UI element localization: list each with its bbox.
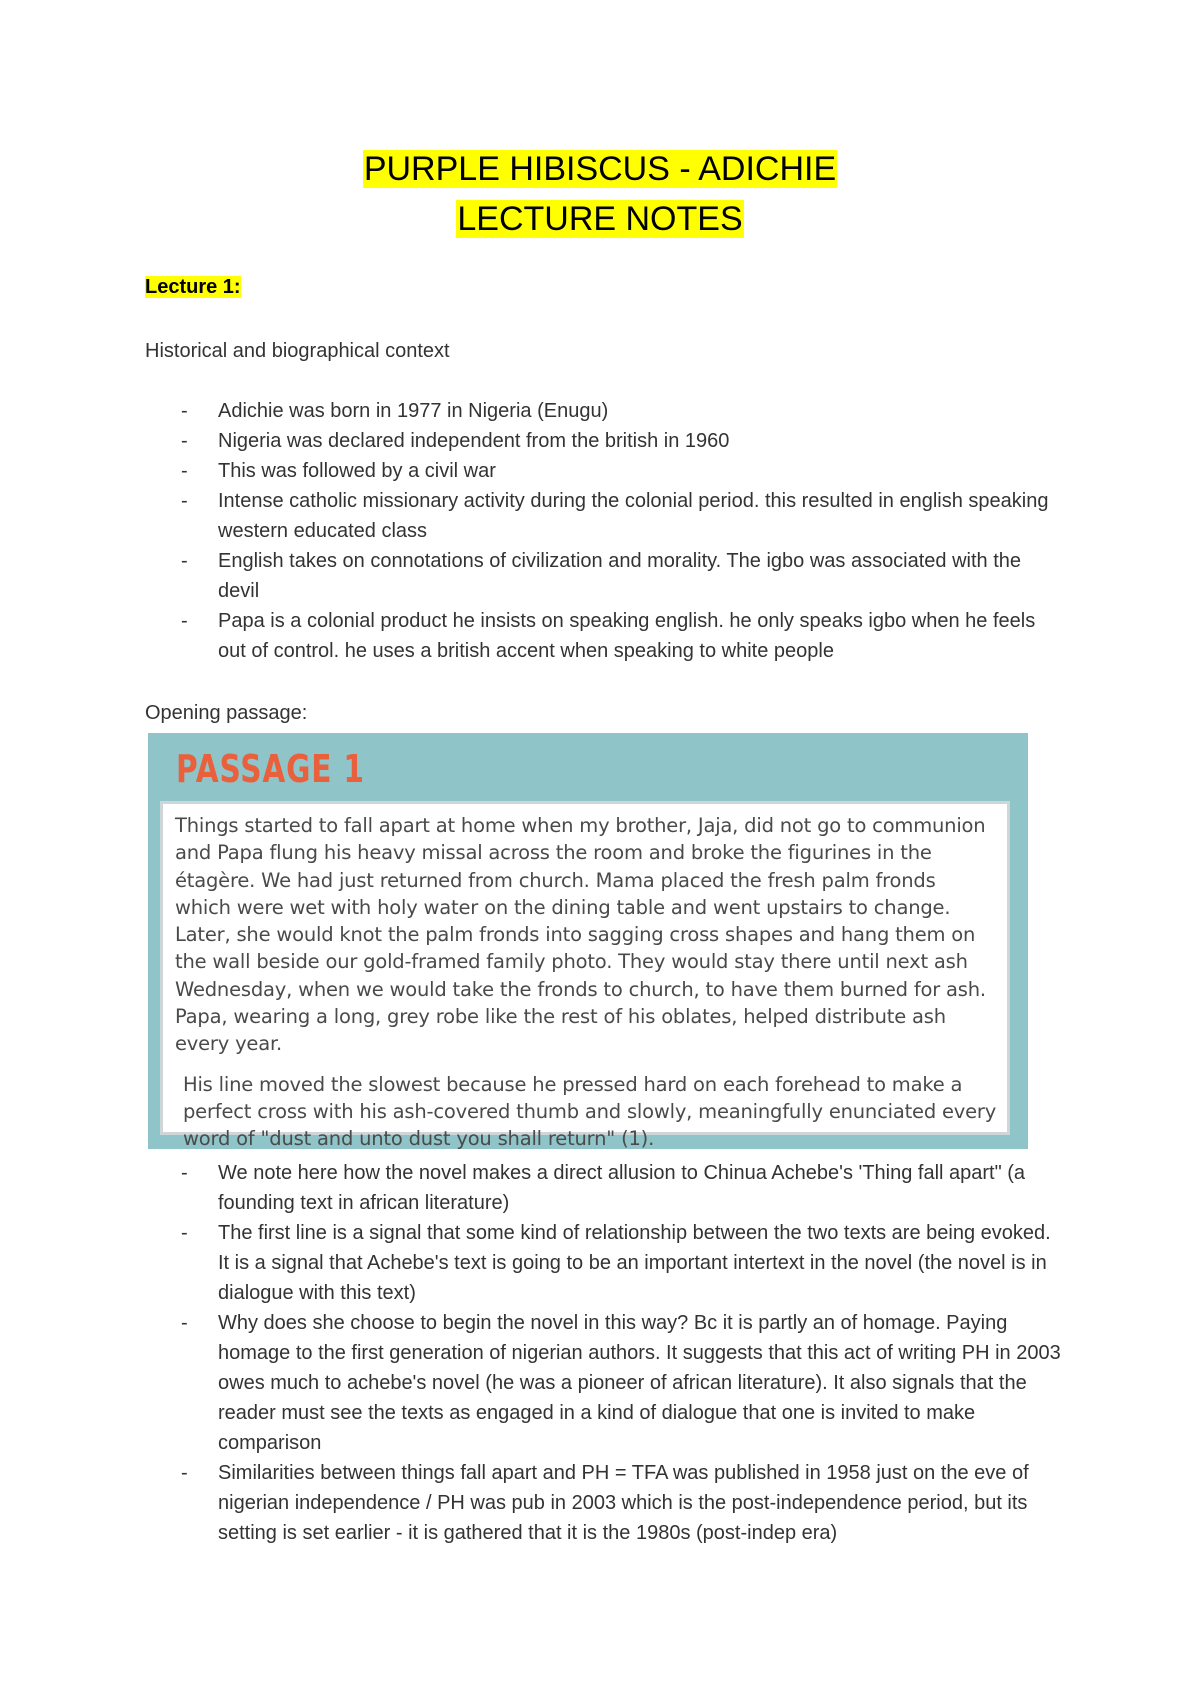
passage-paragraph-1: Things started to fall apart at home when my brother, Jaja, did not go to communion and Papa flung his heavy missal across the room and broke the figurines in the étagère. We had just returned from church. Mama placed the fresh palm fronds which were wet with holy water on the dining table and went upstairs to change. Later, she would knot the palm fronds into sagging cross shapes and hang them on the wall beside our gold-framed family photo. They would stay there until next ash Wednesday, when we would take the fronds to church, to have them burned for ash. Papa, wearing a long, grey robe like the rest of his oblates, helped distribute ash every year. [175,814,986,1056]
list-item: - The first line is a signal that some kind of relationship between the two texts are being evoked. It is a signal that Achebe's text is going to be an important intertext in the novel (the novel is in dialogue with this text) [145,1218,1065,1308]
analysis-bullet-list [145,1158,1065,1548]
passage-text-box [160,801,1010,1151]
document-title [0,144,1200,244]
list-item: - English takes on connotations of civilization and morality. The igbo was associated with the devil [145,546,1065,606]
title-line-1: PURPLE HIBISCUS - ADICHIE [363,150,837,188]
list-item: - This was followed by a civil war [145,456,1065,486]
list-item: - Papa is a colonial product he insists on speaking english. he only speaks igbo when he feels out of control. he uses a british accent when speaking to white people [145,606,1065,666]
list-item: - Intense catholic missionary activity during the colonial period. this resulted in english speaking western educated class [145,486,1065,546]
list-item: - Nigeria was declared independent from the british in 1960 [145,426,1065,456]
list-item: - Why does she choose to begin the novel in this way? Bc it is partly an of homage. Paying homage to the first generation of nigerian authors. It suggests that this act of writing PH in 2003 owes much to achebe's novel (he was a pioneer of african literature). It also signals that the reader must see the texts as engaged in a kind of dialogue that one is invited to make comparison [145,1308,1065,1458]
passage-image [148,733,1028,1149]
passage-title: PASSAGE 1 [176,747,365,791]
context-bullet-list [145,396,1065,666]
section-heading: Historical and biographical context [145,340,450,362]
opening-passage-label: Opening passage: [145,702,308,724]
list-item: - Adichie was born in 1977 in Nigeria (Enugu) [145,396,1065,426]
passage-paragraph-2: His line moved the slowest because he pressed hard on each forehead to make a perfect cross with his ash-covered thumb and slowly, meaningfully enunciated every word of "dust and unto dust you shall return" (1). [183,1072,997,1151]
list-item: - We note here how the novel makes a direct allusion to Chinua Achebe's 'Thing fall apart" (a founding text in african literature) [145,1158,1065,1218]
list-item: - Similarities between things fall apart and PH = TFA was published in 1958 just on the eve of nigerian independence / PH was pub in 2003 which is the post-independence period, but its setting is set earlier - it is gathered that it is the 1980s (post-indep era) [145,1458,1065,1548]
title-line-2: LECTURE NOTES [457,200,743,238]
lecture-label: Lecture 1: [145,276,241,298]
